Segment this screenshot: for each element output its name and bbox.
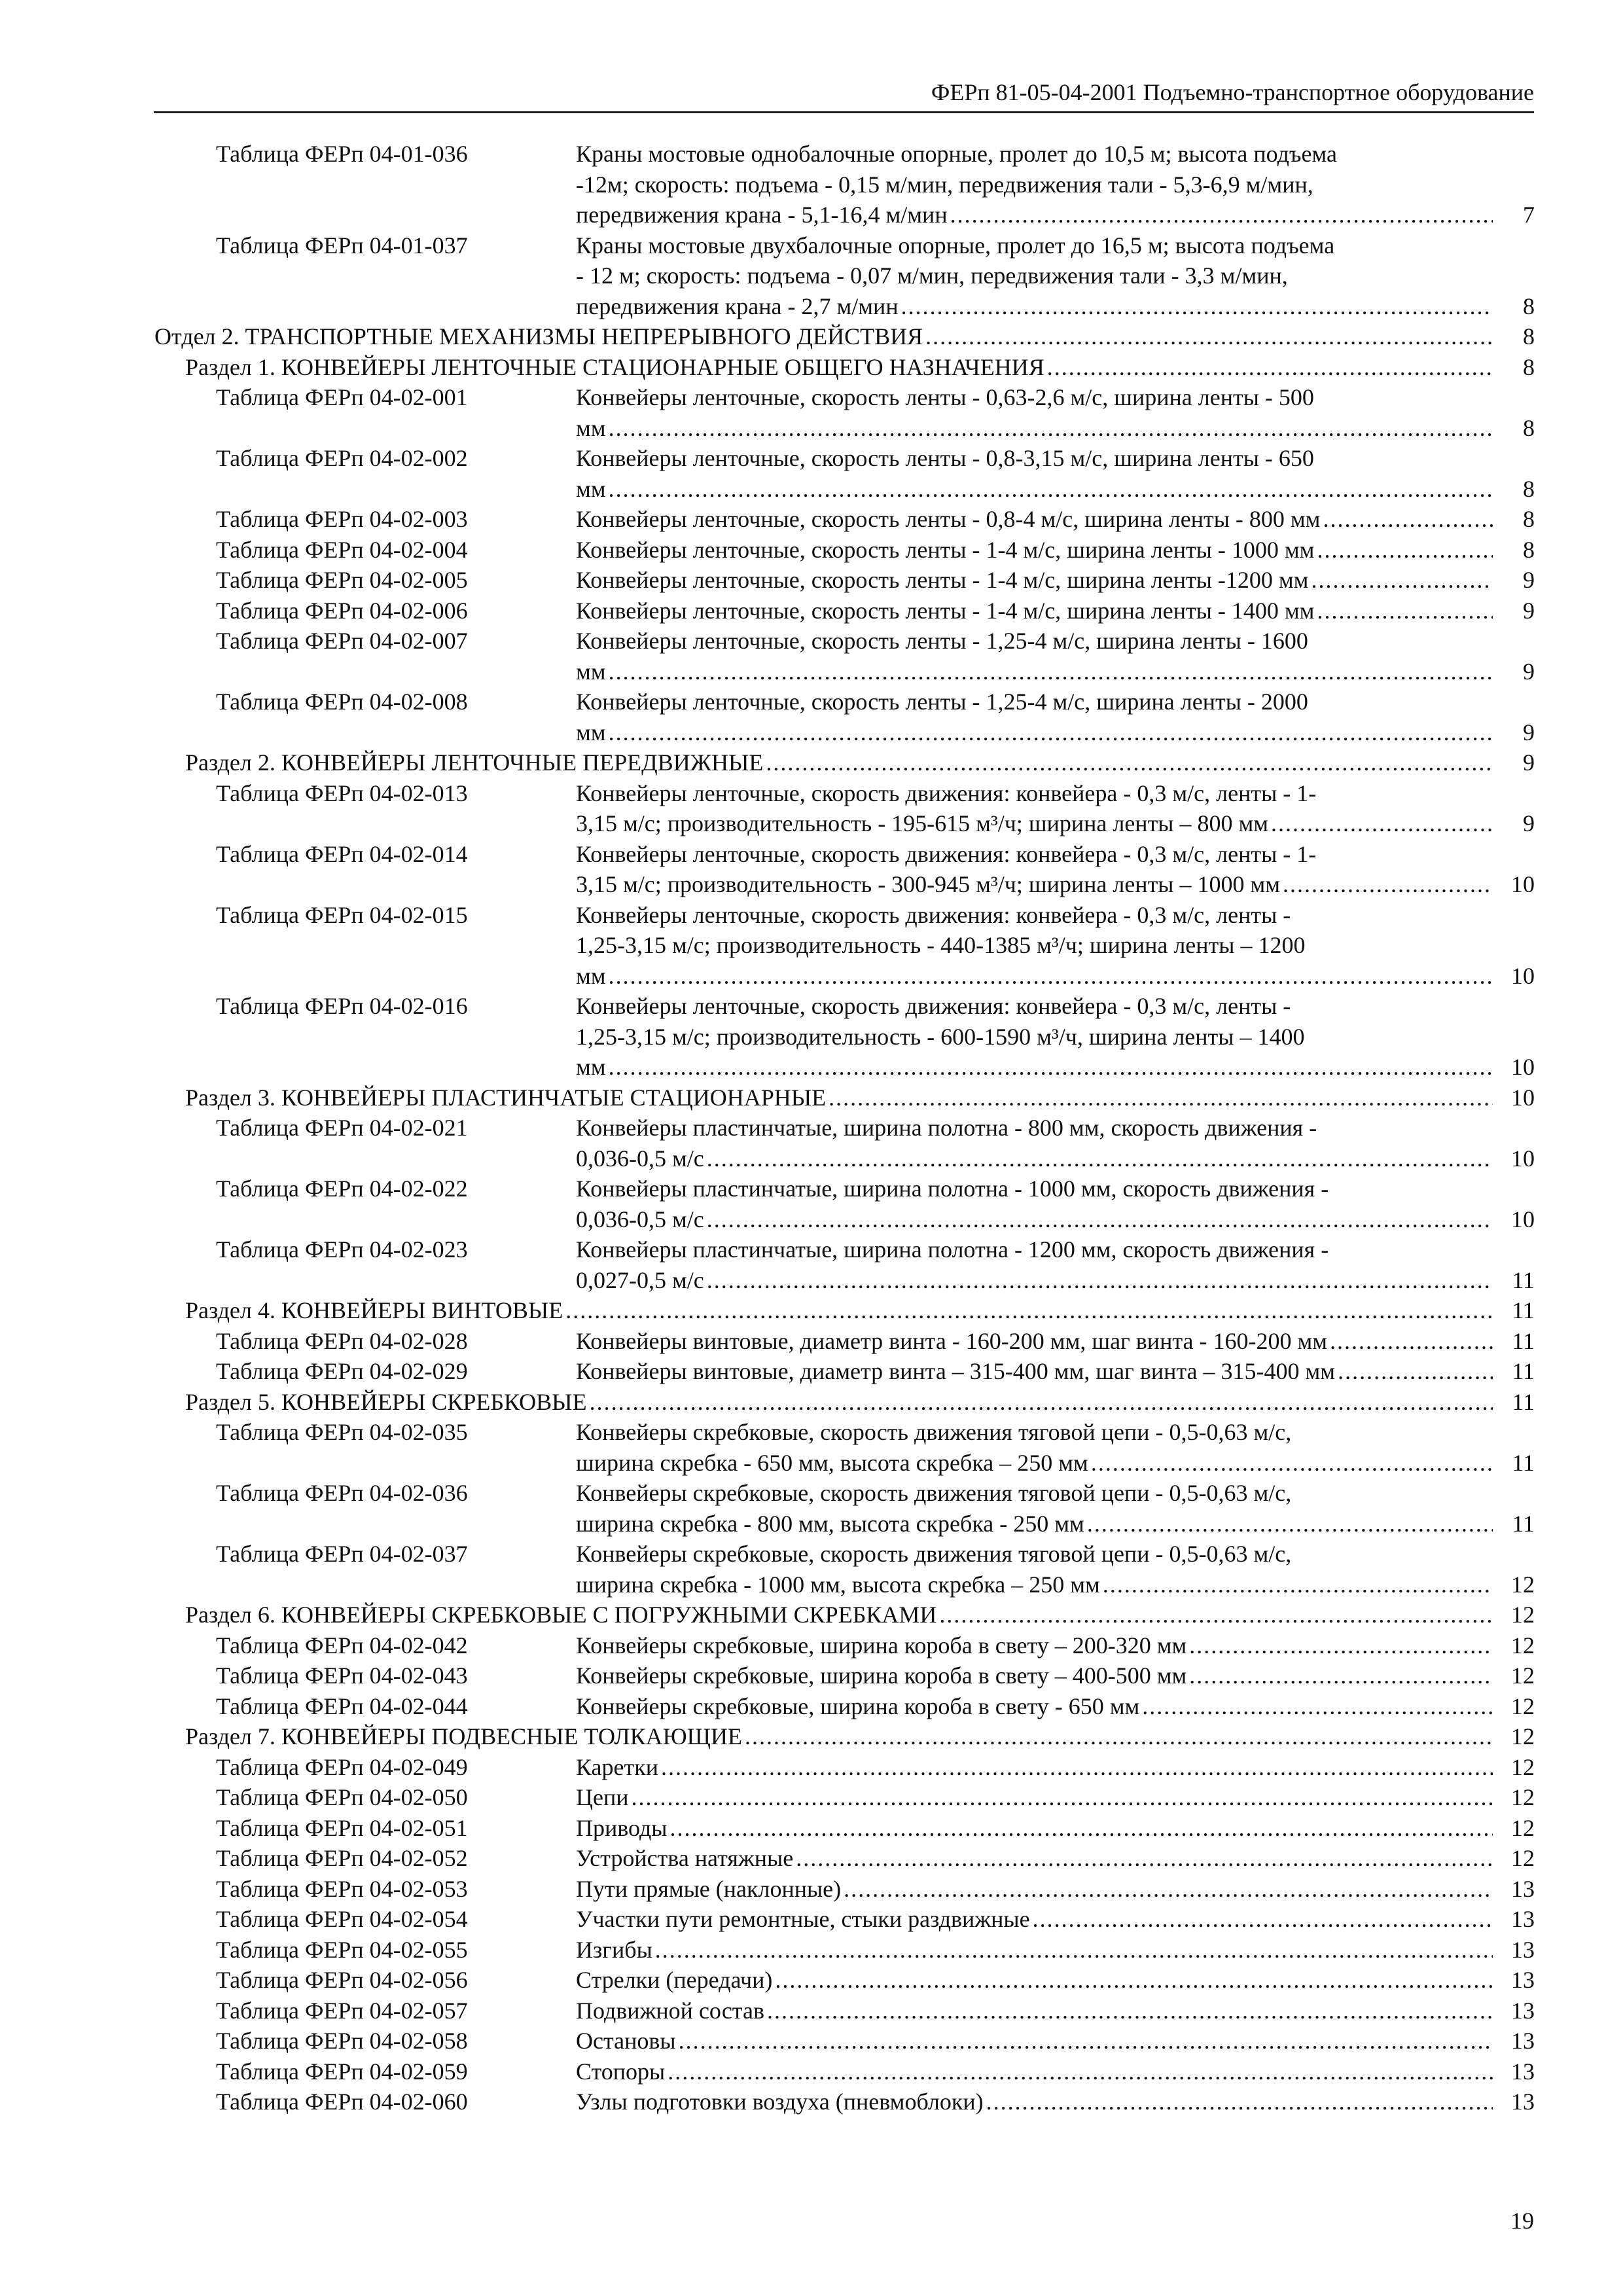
toc-page-ref: 8 [1523, 414, 1535, 441]
toc-entry-table[interactable] [216, 900, 1535, 992]
toc-page-ref: 13 [1511, 2089, 1535, 2115]
toc-page-ref: 10 [1511, 1084, 1535, 1111]
toc-title-line: Конвейеры пластинчатые, ширина полотна - 1200 мм, скорость движения - [576, 1236, 1329, 1263]
toc-title-line: мм [576, 658, 606, 685]
toc-table-code: Таблица ФЕРп 04-02-054 [216, 1906, 468, 1932]
toc-entry-title [576, 139, 1535, 230]
toc-title-line: передвижения крана - 5,1-16,4 м/мин [576, 202, 948, 228]
dot-leader [707, 1204, 1493, 1235]
toc-page-ref: 8 [1523, 293, 1535, 319]
toc-table-code: Таблица ФЕРп 04-02-023 [216, 1236, 468, 1263]
toc-page-ref: 13 [1511, 2028, 1535, 2054]
toc-title-line: 3,15 м/с; производительность - 195-615 м³/ч; ширина ленты – 800 мм [576, 810, 1269, 836]
dot-leader [707, 1143, 1493, 1174]
dot-leader [707, 1265, 1493, 1296]
toc-page-ref: 13 [1511, 1875, 1535, 1902]
toc-table-code: Таблица ФЕРп 04-02-015 [216, 901, 468, 928]
toc-entry-table[interactable] [216, 1935, 1535, 1965]
toc-title-line: Конвейеры скребковые, ширина короба в свету - 650 мм [576, 1693, 1140, 1719]
dot-leader [1317, 535, 1493, 565]
dot-leader [609, 656, 1493, 687]
dot-leader [1330, 1326, 1493, 1357]
toc-entry-title [576, 687, 1535, 747]
toc-title-line: Пути прямые (наклонные) [576, 1875, 842, 1902]
toc-page-ref: 12 [1511, 1693, 1535, 1719]
toc-page-ref: 8 [1523, 506, 1535, 532]
toc-entry-table[interactable] [216, 2026, 1535, 2056]
toc-title-line: 0,036-0,5 м/с [576, 1145, 704, 1172]
toc-page-ref: 8 [1523, 536, 1535, 563]
toc-entry-table[interactable] [216, 1996, 1535, 2026]
toc-title-line: Остановы [576, 2028, 676, 2054]
toc-title-line: Приводы [576, 1814, 668, 1841]
toc-title-line: мм [576, 962, 606, 989]
toc-title-line: мм [576, 719, 606, 745]
toc-page-ref: 9 [1523, 719, 1535, 745]
toc-entry-title [185, 1721, 1535, 1752]
dot-leader [609, 474, 1493, 505]
toc-title-line: Цепи [576, 1784, 629, 1810]
toc-title-line: передвижения крана - 2,7 м/мин [576, 293, 899, 319]
toc-table-code: Таблица ФЕРп 04-02-008 [216, 689, 468, 715]
dot-leader [950, 200, 1493, 230]
toc-entry-table[interactable] [216, 139, 1535, 230]
toc-title-line: -12м; скорость: подъема - 0,15 м/мин, передвижения тали - 5,3-6,9 м/мин, [576, 171, 1313, 198]
toc-title-line: Конвейеры скребковые, ширина короба в свету – 200-320 мм [576, 1632, 1187, 1659]
dot-leader [669, 1813, 1493, 1844]
toc-page-ref: 8 [1523, 475, 1535, 502]
toc-entry-table[interactable] [216, 382, 1535, 443]
toc-entry-title [576, 1752, 1535, 1783]
toc-entry-title [576, 1874, 1535, 1905]
toc-title-line: Конвейеры ленточные, скорость движения: конвейера - 0,3 м/с, ленты - [576, 993, 1291, 1019]
toc-entry-table[interactable] [216, 687, 1535, 747]
toc-entry-table[interactable] [216, 1782, 1535, 1813]
toc-page-ref: 12 [1511, 1602, 1535, 1628]
toc-page-ref: 11 [1512, 1510, 1535, 1537]
dot-leader [1338, 1356, 1493, 1387]
toc-page-ref: 13 [1511, 1936, 1535, 1963]
toc-page-ref: 11 [1512, 1449, 1535, 1476]
toc-entry-title [576, 1356, 1535, 1387]
toc-title-line: Раздел 7. КОНВЕЙЕРЫ ПОДВЕСНЫЕ ТОЛКАЮЩИЕ [185, 1723, 742, 1749]
toc-entry-section[interactable] [185, 1295, 1535, 1326]
toc-entry-title [576, 443, 1535, 504]
toc-title-line: Краны мостовые двухбалочные опорные, пролет до 16,5 м; высота подъема [576, 232, 1335, 259]
dot-leader [925, 321, 1493, 352]
toc-title-line: Конвейеры ленточные, скорость ленты - 0,63-2,6 м/с, ширина ленты - 500 [576, 384, 1314, 410]
toc-entry-title [576, 839, 1535, 900]
toc-entry-section[interactable] [185, 747, 1535, 778]
toc-title-line: мм [576, 1054, 606, 1080]
page-number: 19 [1510, 2208, 1534, 2234]
toc-entry-table[interactable] [216, 1326, 1535, 1357]
toc-entry-section[interactable] [185, 352, 1535, 383]
toc-page-ref: 11 [1512, 1388, 1535, 1415]
toc-page-ref: 12 [1511, 1571, 1535, 1598]
toc-entry-table[interactable] [216, 596, 1535, 626]
dot-leader [1271, 808, 1493, 839]
toc-page-ref: 12 [1511, 1723, 1535, 1749]
toc-page-ref: 8 [1523, 353, 1535, 380]
toc-table-code: Таблица ФЕРп 04-02-029 [216, 1358, 468, 1384]
toc-page-ref: 11 [1512, 1327, 1535, 1354]
toc-table-code: Таблица ФЕРп 04-02-043 [216, 1662, 468, 1689]
toc-entry-title [576, 504, 1535, 535]
toc-table-code: Таблица ФЕРп 04-02-036 [216, 1480, 468, 1506]
dot-leader [901, 291, 1493, 322]
toc-entry-section[interactable] [185, 1721, 1535, 1752]
toc-entry-table[interactable] [216, 504, 1535, 535]
toc-entry-title [576, 1660, 1535, 1691]
toc-table-code: Таблица ФЕРп 04-02-005 [216, 567, 468, 593]
toc-entry-title [576, 991, 1535, 1083]
toc-entry-title [576, 1174, 1535, 1234]
toc-entry-table[interactable] [216, 443, 1535, 504]
toc-entry-title [185, 352, 1535, 383]
toc-page-ref: 7 [1523, 202, 1535, 228]
toc-title-line: Конвейеры ленточные, скорость ленты - 1-4 м/с, ширина ленты - 1400 мм [576, 597, 1315, 624]
toc-entry-division[interactable] [154, 321, 1535, 352]
toc-entry-title [576, 1691, 1535, 1722]
toc-page-ref: 8 [1523, 323, 1535, 350]
toc-title-line: Конвейеры ленточные, скорость ленты - 1,25-4 м/с, ширина ленты - 2000 [576, 689, 1308, 715]
toc-entry-table[interactable] [216, 2087, 1535, 2117]
toc-entry-table[interactable] [216, 230, 1535, 322]
toc-entry-table[interactable] [216, 626, 1535, 687]
toc-title-line: Раздел 1. КОНВЕЙЕРЫ ЛЕНТОЧНЫЕ СТАЦИОНАРНЫЕ ОБЩЕГО НАЗНАЧЕНИЯ [185, 353, 1044, 380]
toc-table-code: Таблица ФЕРп 04-02-035 [216, 1419, 468, 1445]
toc-entry-title [576, 1478, 1535, 1539]
toc-title-line: Конвейеры ленточные, скорость ленты - 1-4 м/с, ширина ленты - 1000 мм [576, 536, 1315, 563]
toc-table-code: Таблица ФЕРп 04-02-022 [216, 1175, 468, 1202]
toc-entry-table[interactable] [216, 1356, 1535, 1387]
toc-title-line: Конвейеры ленточные, скорость движения: конвейера - 0,3 м/с, ленты - [576, 901, 1291, 928]
running-header: ФЕРп 81-05-04-2001 Подъемно-транспортное оборудование [154, 73, 1534, 113]
dot-leader [1087, 1509, 1493, 1539]
toc-table-code: Таблица ФЕРп 04-02-028 [216, 1327, 468, 1354]
toc-title-line: - 12 м; скорость: подъема - 0,07 м/мин, передвижения тали - 3,3 м/мин, [576, 262, 1288, 289]
dot-leader [1091, 1448, 1493, 1479]
toc-entry-table[interactable] [216, 1813, 1535, 1844]
toc-title-line: Конвейеры ленточные, скорость движения: конвейера - 0,3 м/с, ленты - 1- [576, 780, 1317, 806]
dot-leader [1033, 1904, 1493, 1935]
toc-entry-table[interactable] [216, 535, 1535, 565]
toc-entry-table[interactable] [216, 778, 1535, 839]
dot-leader [939, 1600, 1493, 1630]
toc-title-line: Подвижной состав [576, 1997, 764, 2024]
dot-leader [609, 717, 1493, 748]
toc-table-code: Таблица ФЕРп 04-02-050 [216, 1784, 468, 1810]
toc-entry-title [576, 1539, 1535, 1600]
dot-leader [609, 1052, 1493, 1083]
toc-entry-title [185, 747, 1535, 778]
toc-title-line: Конвейеры ленточные, скорость ленты - 0,8-3,15 м/с, ширина ленты - 650 [576, 445, 1314, 471]
toc-title-line: Конвейеры ленточные, скорость ленты - 1-4 м/с, ширина ленты -1200 мм [576, 567, 1309, 593]
toc-table-code: Таблица ФЕРп 04-02-056 [216, 1967, 468, 1993]
toc-page-ref: 10 [1511, 962, 1535, 989]
toc-title-line: Конвейеры ленточные, скорость движения: конвейера - 0,3 м/с, ленты - 1- [576, 840, 1317, 867]
toc-entry-table[interactable] [216, 2056, 1535, 2087]
toc-title-line: ширина скребка - 1000 мм, высота скребка – 250 мм [576, 1571, 1100, 1598]
toc-title-line: Конвейеры скребковые, ширина короба в свету – 400-500 мм [576, 1662, 1187, 1689]
dot-leader [1317, 596, 1493, 626]
toc-page-ref: 12 [1511, 1784, 1535, 1810]
toc-page-ref: 9 [1523, 567, 1535, 593]
toc-page-ref: 9 [1523, 749, 1535, 776]
toc-entry-table[interactable] [216, 839, 1535, 900]
toc-table-code: Таблица ФЕРп 04-02-003 [216, 506, 468, 532]
dot-leader [1311, 565, 1493, 596]
toc-table-code: Таблица ФЕРп 04-02-058 [216, 2028, 468, 2054]
toc-page-ref: 12 [1511, 1845, 1535, 1871]
toc-title-line: Конвейеры ленточные, скорость ленты - 1,25-4 м/с, ширина ленты - 1600 [576, 628, 1308, 654]
toc-entry-title [185, 1083, 1535, 1113]
toc-page-ref: 10 [1511, 1054, 1535, 1080]
dot-leader [745, 1721, 1493, 1752]
dot-leader [632, 1782, 1493, 1813]
dot-leader [655, 1935, 1493, 1965]
toc-entry-title [576, 535, 1535, 565]
toc-title-line: 0,027-0,5 м/с [576, 1266, 704, 1293]
toc-entry-title [576, 1417, 1535, 1478]
toc-page-ref: 9 [1523, 810, 1535, 836]
toc-table-code: Таблица ФЕРп 04-02-013 [216, 780, 468, 806]
toc-title-line: Конвейеры винтовые, диаметр винта - 160-200 мм, шаг винта - 160-200 мм [576, 1327, 1328, 1354]
toc-entry-title [576, 382, 1535, 443]
toc-page-ref: 10 [1511, 1145, 1535, 1172]
toc-title-line: Устройства натяжные [576, 1845, 794, 1871]
toc-entry-title [576, 1935, 1535, 1965]
toc-title-line: 0,036-0,5 м/с [576, 1206, 704, 1232]
toc-entry-title [576, 565, 1535, 596]
toc-entry-table[interactable] [216, 1660, 1535, 1691]
toc-table-code: Таблица ФЕРп 04-02-016 [216, 993, 468, 1019]
toc-entry-table[interactable] [216, 1843, 1535, 1874]
toc-title-line: Раздел 3. КОНВЕЙЕРЫ ПЛАСТИНЧАТЫЕ СТАЦИОНАРНЫЕ [185, 1084, 827, 1111]
toc-page-ref: 11 [1512, 1297, 1535, 1323]
toc-entry-title [576, 1813, 1535, 1844]
toc-table-code: Таблица ФЕРп 04-02-059 [216, 2058, 468, 2085]
dot-leader [609, 413, 1493, 444]
toc-title-line: Изгибы [576, 1936, 652, 1963]
toc-entry-title [576, 626, 1535, 687]
toc-table-code: Таблица ФЕРп 04-01-037 [216, 232, 468, 259]
toc-page-ref: 11 [1512, 1358, 1535, 1384]
toc-table-code: Таблица ФЕРп 04-01-036 [216, 141, 468, 167]
toc-title-line: Конвейеры ленточные, скорость ленты - 0,8-4 м/с, ширина ленты - 800 мм [576, 506, 1321, 532]
toc-table-code: Таблица ФЕРп 04-02-049 [216, 1753, 468, 1780]
toc-title-line: Раздел 6. КОНВЕЙЕРЫ СКРЕБКОВЫЕ С ПОГРУЖНЫМИ СКРЕБКАМИ [185, 1602, 937, 1628]
toc-entry-table[interactable] [216, 991, 1535, 1083]
toc-table-code: Таблица ФЕРп 04-02-057 [216, 1997, 468, 2024]
toc-entry-table[interactable] [216, 1478, 1535, 1539]
toc-title-line: мм [576, 414, 606, 441]
toc-title-line: Конвейеры скребковые, скорость движения тяговой цепи - 0,5-0,63 м/с, [576, 1419, 1292, 1445]
toc-entry-section[interactable] [185, 1387, 1535, 1418]
dot-leader [775, 1965, 1493, 1996]
table-of-contents [0, 139, 1623, 2117]
toc-page-ref: 13 [1511, 1906, 1535, 1932]
toc-title-line: 3,15 м/с; производительность - 300-945 м³/ч; ширина ленты – 1000 мм [576, 871, 1281, 897]
toc-table-code: Таблица ФЕРп 04-02-053 [216, 1875, 468, 1902]
toc-title-line: Раздел 4. КОНВЕЙЕРЫ ВИНТОВЫЕ [185, 1297, 563, 1323]
toc-title-line: Конвейеры винтовые, диаметр винта – 315-400 мм, шаг винта – 315-400 мм [576, 1358, 1336, 1384]
toc-entry-title [576, 596, 1535, 626]
toc-entry-table[interactable] [216, 1965, 1535, 1996]
toc-table-code: Таблица ФЕРп 04-02-051 [216, 1814, 468, 1841]
toc-title-line: Конвейеры пластинчатые, ширина полотна - 1000 мм, скорость движения - [576, 1175, 1329, 1202]
toc-entry-table[interactable] [216, 1539, 1535, 1600]
dot-leader [590, 1387, 1493, 1418]
toc-table-code: Таблица ФЕРп 04-02-055 [216, 1936, 468, 1963]
dot-leader [1323, 504, 1493, 535]
dot-leader [767, 1996, 1493, 2026]
toc-entry-title [576, 1965, 1535, 1996]
toc-table-code: Таблица ФЕРп 04-02-021 [216, 1115, 468, 1141]
toc-entry-section[interactable] [185, 1083, 1535, 1113]
toc-table-code: Таблица ФЕРп 04-02-052 [216, 1845, 468, 1871]
toc-title-line: Стопоры [576, 2058, 666, 2085]
toc-entry-table[interactable] [216, 1752, 1535, 1783]
dot-leader [1283, 869, 1493, 900]
dot-leader [829, 1083, 1493, 1113]
toc-entry-title [576, 2026, 1535, 2056]
toc-title-line: Узлы подготовки воздуха (пневмоблоки) [576, 2089, 984, 2115]
toc-entry-title [576, 1904, 1535, 1935]
dot-leader [986, 2087, 1493, 2117]
toc-page-ref: 11 [1512, 1266, 1535, 1293]
toc-entry-table[interactable] [216, 1234, 1535, 1295]
toc-title-line: Стрелки (передачи) [576, 1967, 773, 1993]
toc-title-line: Раздел 2. КОНВЕЙЕРЫ ЛЕНТОЧНЫЕ ПЕРЕДВИЖНЫЕ [185, 749, 764, 776]
toc-entry-table[interactable] [216, 1417, 1535, 1478]
dot-leader [1103, 1570, 1493, 1600]
toc-title-line: Конвейеры скребковые, скорость движения тяговой цепи - 0,5-0,63 м/с, [576, 1541, 1292, 1567]
dot-leader [668, 2056, 1493, 2087]
toc-title-line: Конвейеры скребковые, скорость движения тяговой цепи - 0,5-0,63 м/с, [576, 1480, 1292, 1506]
toc-title-line: ширина скребка - 800 мм, высота скребка - 250 мм [576, 1510, 1084, 1537]
dot-leader [1189, 1660, 1493, 1691]
toc-title-line: Конвейеры пластинчатые, ширина полотна - 800 мм, скорость движения - [576, 1115, 1317, 1141]
toc-entry-title [576, 1996, 1535, 2026]
toc-entry-title [576, 1113, 1535, 1174]
toc-entry-table[interactable] [216, 1630, 1535, 1661]
toc-page-ref: 12 [1511, 1632, 1535, 1659]
toc-title-line: ширина скребка - 650 мм, высота скребка – 250 мм [576, 1449, 1088, 1476]
dot-leader [661, 1752, 1493, 1783]
toc-entry-title [576, 1782, 1535, 1813]
toc-title-line: Каретки [576, 1753, 658, 1780]
toc-title-line: Участки пути ремонтные, стыки раздвижные [576, 1906, 1030, 1932]
toc-table-code: Таблица ФЕРп 04-02-001 [216, 384, 468, 410]
toc-table-code: Таблица ФЕРп 04-02-042 [216, 1632, 468, 1659]
toc-entry-title [576, 2056, 1535, 2087]
toc-title-line: Отдел 2. ТРАНСПОРТНЫЕ МЕХАНИЗМЫ НЕПРЕРЫВНОГО ДЕЙСТВИЯ [154, 323, 923, 350]
toc-entry-table[interactable] [216, 1174, 1535, 1234]
toc-entry-title [576, 778, 1535, 839]
dot-leader [844, 1874, 1493, 1905]
toc-entry-table[interactable] [216, 1113, 1535, 1174]
toc-entry-title [576, 1234, 1535, 1295]
toc-table-code: Таблица ФЕРп 04-02-006 [216, 597, 468, 624]
toc-entry-table[interactable] [216, 565, 1535, 596]
dot-leader [1142, 1691, 1493, 1722]
toc-table-code: Таблица ФЕРп 04-02-044 [216, 1693, 468, 1719]
dot-leader [679, 2026, 1493, 2056]
toc-page-ref: 12 [1511, 1662, 1535, 1689]
dot-leader [766, 747, 1493, 778]
toc-entry-title [185, 1295, 1535, 1326]
dot-leader [1047, 352, 1493, 383]
toc-page-ref: 12 [1511, 1753, 1535, 1780]
toc-entry-title [576, 2087, 1535, 2117]
toc-title-line: 1,25-3,15 м/с; производительность - 600-1590 м³/ч, ширина ленты – 1400 [576, 1023, 1305, 1050]
toc-page-ref: 9 [1523, 597, 1535, 624]
toc-page-ref: 10 [1511, 871, 1535, 897]
toc-page-ref: 13 [1511, 1997, 1535, 2024]
toc-table-code: Таблица ФЕРп 04-02-060 [216, 2089, 468, 2115]
toc-entry-section[interactable] [185, 1600, 1535, 1630]
toc-table-code: Таблица ФЕРп 04-02-002 [216, 445, 468, 471]
toc-entry-title [576, 1326, 1535, 1357]
toc-page-ref: 10 [1511, 1206, 1535, 1232]
toc-page-ref: 13 [1511, 1967, 1535, 1993]
toc-entry-title [576, 230, 1535, 322]
toc-title-line: 1,25-3,15 м/с; производительность - 440-1385 м³/ч; ширина ленты – 1200 [576, 932, 1306, 958]
toc-page-ref: 9 [1523, 658, 1535, 685]
toc-title-line: мм [576, 475, 606, 502]
toc-title-line: Раздел 5. КОНВЕЙЕРЫ СКРЕБКОВЫЕ [185, 1388, 587, 1415]
dot-leader [565, 1295, 1493, 1326]
toc-entry-table[interactable] [216, 1874, 1535, 1905]
toc-entry-title [576, 1843, 1535, 1874]
toc-page-ref: 13 [1511, 2058, 1535, 2085]
toc-entry-title [576, 900, 1535, 992]
toc-table-code: Таблица ФЕРп 04-02-004 [216, 536, 468, 563]
toc-entry-title [576, 1630, 1535, 1661]
toc-title-line: Краны мостовые однобалочные опорные, пролет до 10,5 м; высота подъема [576, 141, 1338, 167]
dot-leader [796, 1843, 1493, 1874]
toc-entry-title [154, 321, 1535, 352]
dot-leader [1189, 1630, 1493, 1661]
dot-leader [609, 961, 1493, 992]
toc-table-code: Таблица ФЕРп 04-02-014 [216, 840, 468, 867]
toc-entry-table[interactable] [216, 1904, 1535, 1935]
toc-entry-title [185, 1387, 1535, 1418]
toc-page-ref: 12 [1511, 1814, 1535, 1841]
toc-table-code: Таблица ФЕРп 04-02-037 [216, 1541, 468, 1567]
toc-entry-title [185, 1600, 1535, 1630]
toc-table-code: Таблица ФЕРп 04-02-007 [216, 628, 468, 654]
toc-entry-table[interactable] [216, 1691, 1535, 1722]
